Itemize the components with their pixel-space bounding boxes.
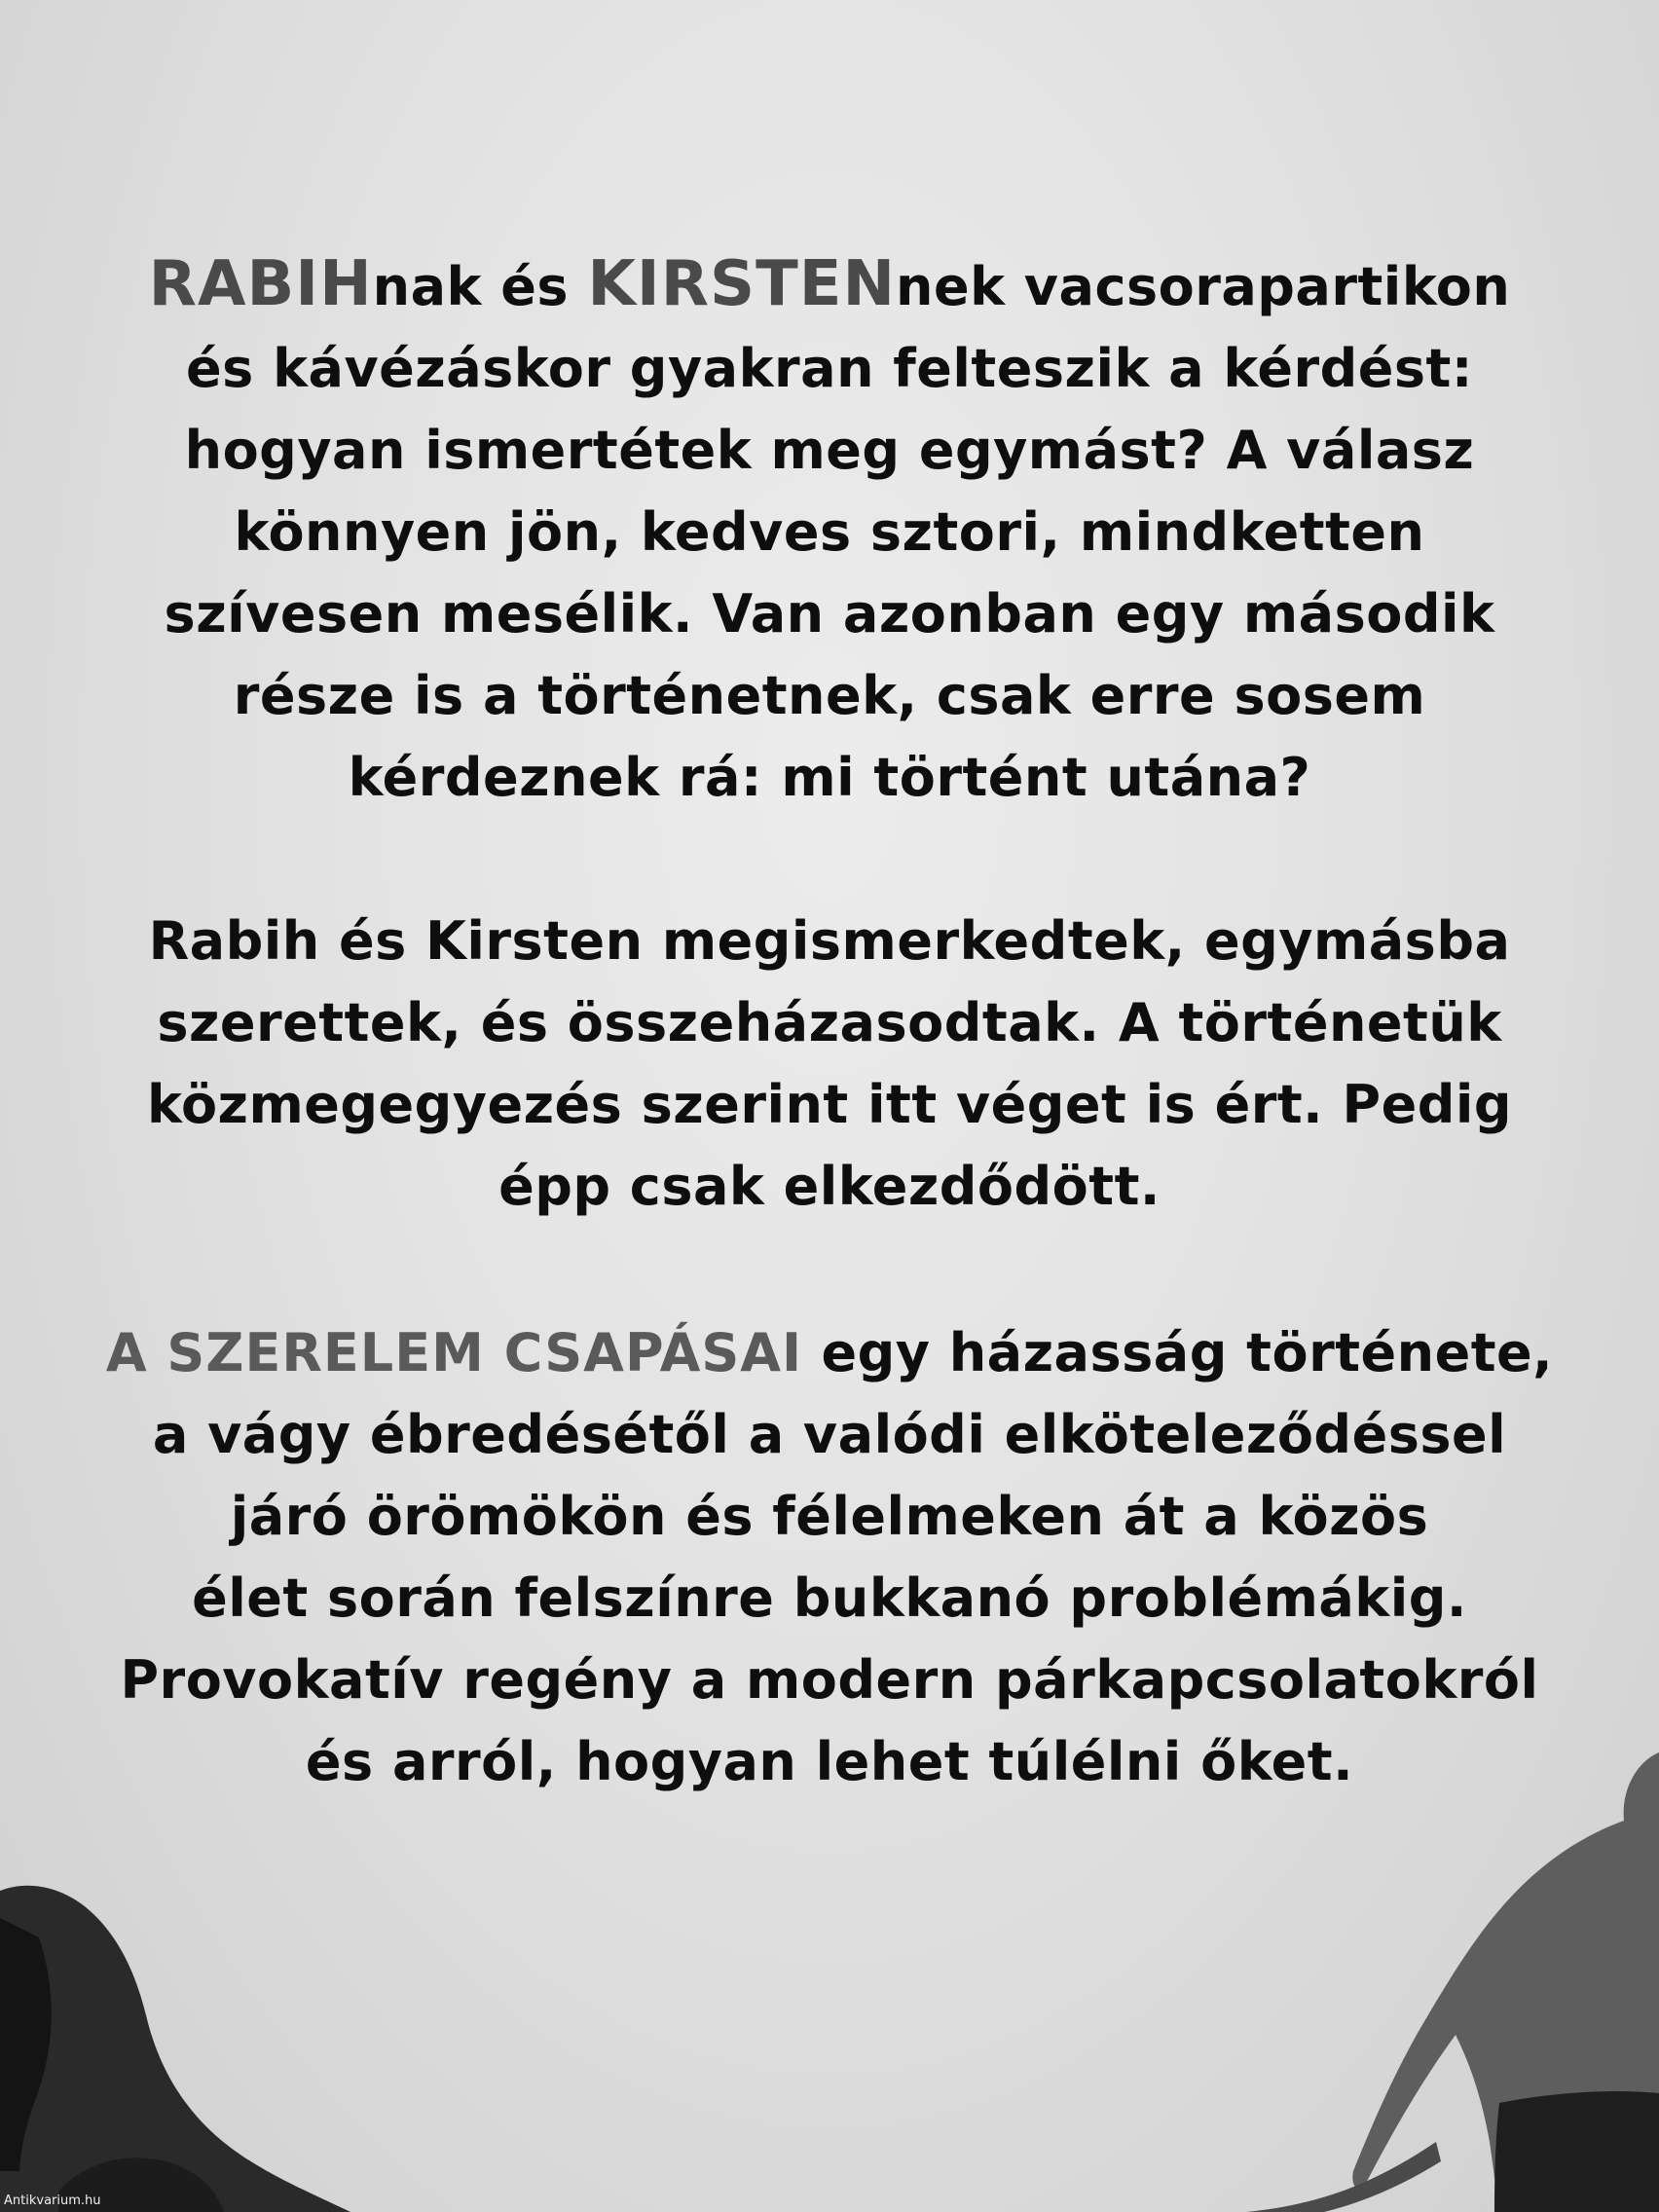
name-rabih: RABIH [148, 248, 373, 320]
blurb-line: szerettek, és összeházasodtak. A történetük [157, 992, 1502, 1053]
blurb-line: hogyan ismertétek meg egymást? A válasz [184, 420, 1475, 481]
blurb-line [68, 1312, 1591, 1394]
blurb-line: szívesen mesélik. Van azonban egy második [164, 583, 1495, 645]
book-title: A SZERELEM CSAPÁSAI [105, 1322, 803, 1383]
reclining-figure-silhouette-icon [0, 1879, 350, 2212]
blurb-line: Provokatív regény a modern párkapcsolatokról [120, 1649, 1539, 1711]
blurb-line: és arról, hogyan lehet túlélni őket. [305, 1731, 1354, 1792]
blurb-line: épp csak elkezdődött. [498, 1156, 1161, 1217]
blurb-line: a vágy ébredésétől a valódi elköteleződéssel [152, 1404, 1507, 1465]
blurb-paragraph-3 [68, 1312, 1591, 1803]
name-kirsten: KIRSTEN [587, 248, 897, 320]
blurb-paragraph-2 [68, 901, 1591, 1228]
blurb-line: könnyen jön, kedves sztori, mindketten [234, 501, 1425, 563]
blurb-text: nak és [372, 256, 588, 317]
blurb-paragraph-1 [68, 243, 1591, 819]
blurb-line [68, 243, 1591, 328]
blurb-line: és kávézáskor gyakran felteszik a kérdést: [186, 338, 1473, 399]
standing-figure-silhouette-icon [1207, 1752, 1659, 2212]
blurb-line: járó örömökön és félelmeken át a közös [230, 1486, 1429, 1547]
blurb-text: nek vacsorapartikon [896, 256, 1511, 317]
blurb-line: élet során felszínre bukkanó problémákig. [192, 1567, 1467, 1629]
watermark: Antikvarium.hu [4, 2194, 101, 2208]
blurb-line: közmegegyezés szerint itt véget is ért. Pedig [146, 1074, 1513, 1135]
blurb-text: egy házasság története, [802, 1322, 1554, 1383]
blurb-line: Rabih és Kirsten megismerkedtek, egymásba [148, 910, 1511, 972]
blurb-line: része is a történetnek, csak erre sosem [233, 665, 1426, 726]
blurb-line: kérdeznek rá: mi történt utána? [348, 747, 1311, 808]
